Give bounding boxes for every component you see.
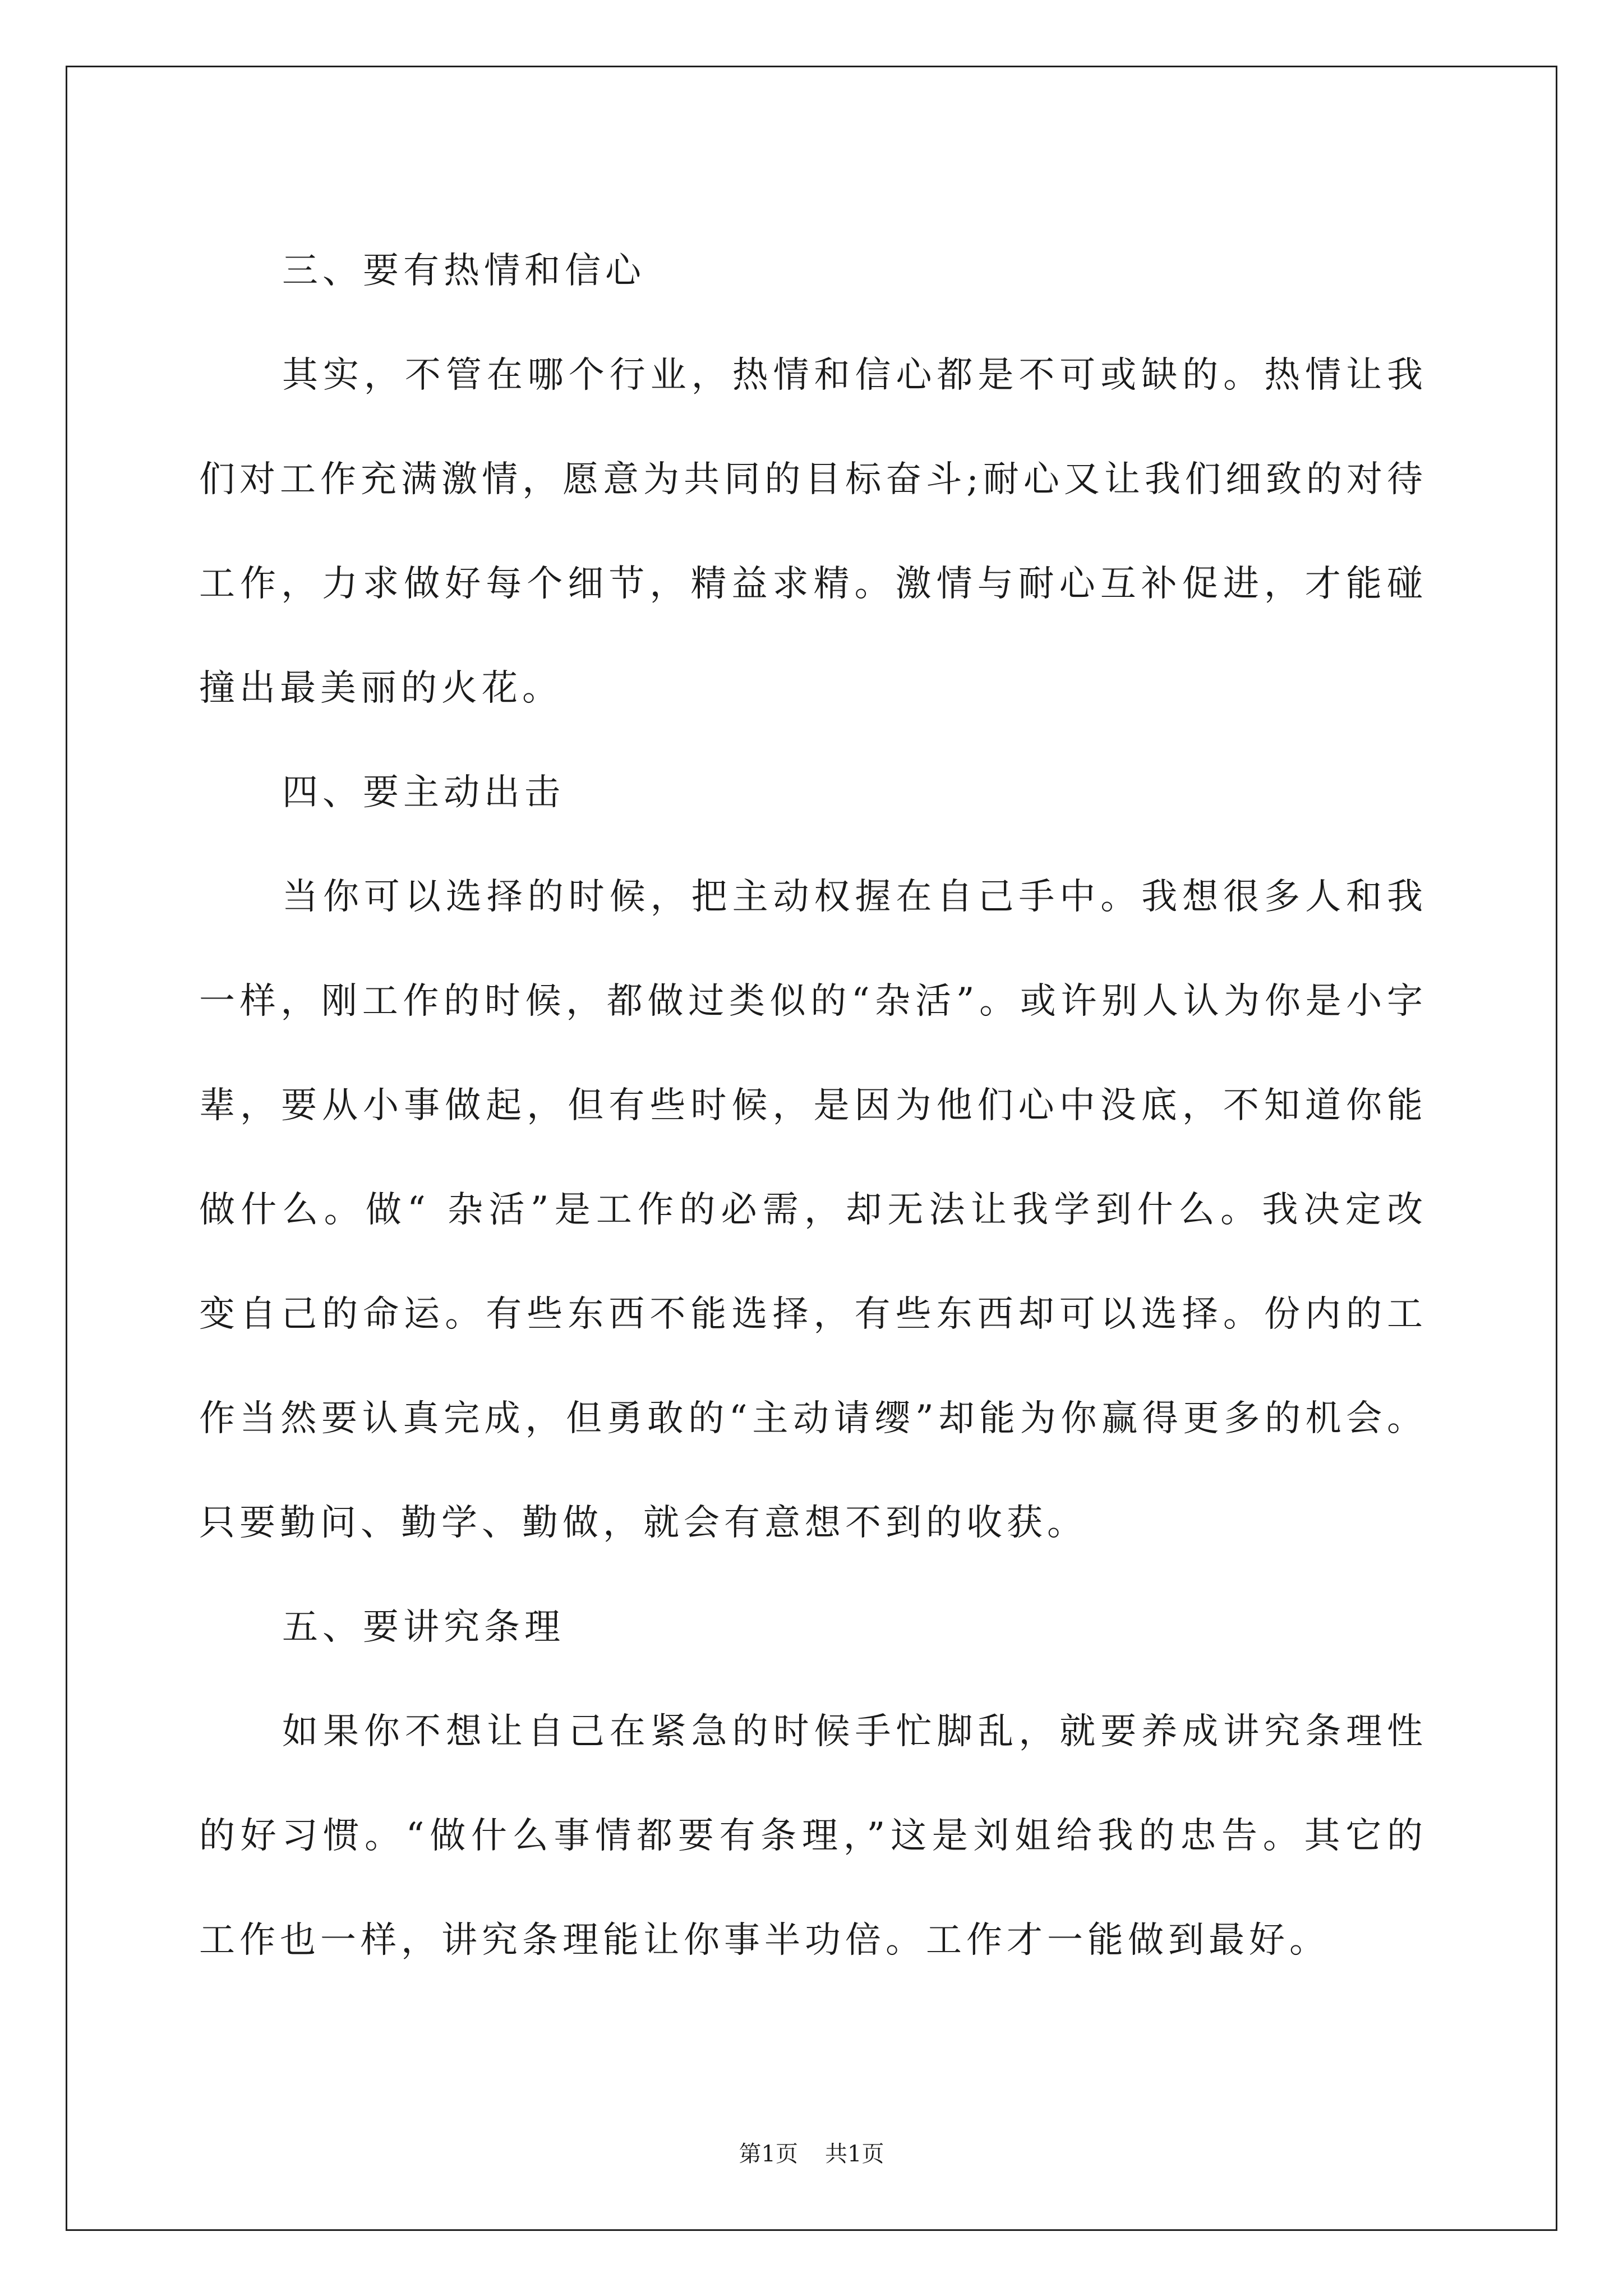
section-heading-4: 四、要主动出击 [282,772,565,813]
page-number-total: 共1页 [825,2141,884,2167]
paragraph-passion: 其实，不管在哪个行业，热情和信心都是不可或缺的。热情让我们对工作充满激情，愿意为共同的目标奋斗;耐心又让我们细致的对待工作，力求做好每个细节，精益求精。激情与耐心互补促进，才能碰撞出最美丽的火花。 [199,355,1427,709]
paragraph-organization: 如果你不想让自己在紧急的时候手忙脚乱，就要养成讲究条理性的好习惯。“做什么事情都要有条理，”这是刘姐给我的忠告。其它的工作也一样，讲究条理能让你事半功倍。工作才一能做到最好。 [199,1711,1427,1961]
document-body [199,219,1427,1993]
paragraph-initiative: 当你可以选择的时候，把主动权握在自己手中。我想很多人和我一样，刚工作的时候，都做过类似的“杂活”。或许别人认为你是小字辈，要从小事做起，但有些时候，是因为他们心中没底，不知道你能做什么。做“ 杂活”是工作的必需，却无法让我学到什么。我决定改变自己的命运。有些东西不能选择，有些东西却可以选择。份内的工作当然要认真完成，但勇敢的“主动请缨”却能为你赢得更多的机会。只要勤问、勤学、勤做，就会有意想不到的收获。 [199,876,1427,1544]
page-number-current: 第1页 [739,2141,798,2167]
page-footer [0,2137,1623,2171]
section-heading-3: 三、要有热情和信心 [282,250,645,292]
section-heading-5: 五、要讲究条理 [282,1607,565,1648]
